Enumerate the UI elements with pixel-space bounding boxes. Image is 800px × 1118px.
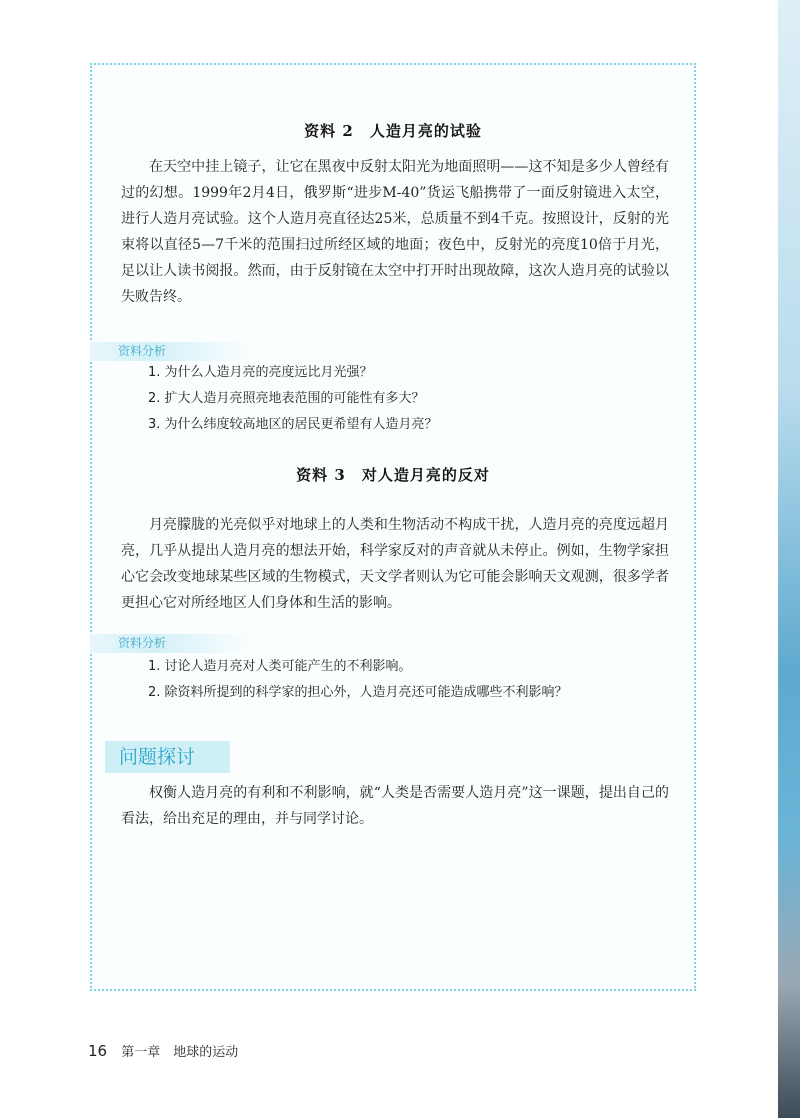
section3-question-list xyxy=(148,654,668,706)
section2-title: 资料 2 人造月亮的试验 xyxy=(304,122,482,140)
discussion-paragraph: 权衡人造月亮的有利和不利影响，就“人类是否需要人造月亮”这一课题，提出自己的看法，给出充足的理由，并与同学讨论。 xyxy=(121,785,669,827)
question-item: 2. 除资料所提到的科学家的担心外，人造月亮还可能造成哪些不利影响？ xyxy=(148,685,568,700)
page-number: 16 xyxy=(88,1042,108,1060)
question-item: 3. 为什么纬度较高地区的居民更希望有人造月亮？ xyxy=(148,417,438,432)
section2-analysis-label: 资料分析 xyxy=(90,342,250,361)
page-edge-strip xyxy=(778,0,800,1118)
question-item: 2. 扩大人造月亮照亮地表范围的可能性有多大？ xyxy=(148,391,425,406)
section2-paragraph: 在天空中挂上镜子，让它在黑夜中反射太阳光为地面照明——这不知是多少人曾经有过的幻想。1999年2月4日，俄罗斯“进步M-40”货运飞船携带了一面反射镜进入太空，进行人造月亮试验。这个人造月亮直径达25米，总质量不到4千克。按照设计，反射的光束将以直径5—7千米的范围扫过所经区域的地面；夜色中，反射光的亮度10倍于月光，足以让人读书阅报。然而，由于反射镜在太空中打开时出现故障，这次人造月亮的试验以失败告终。 xyxy=(121,159,669,305)
chapter-title: 第一章 地球的运动 xyxy=(121,1045,239,1060)
question-item: 1. 为什么人造月亮的亮度远比月光强？ xyxy=(148,365,373,380)
page-footer xyxy=(88,1041,238,1060)
question-item: 1. 讨论人造月亮对人类可能产生的不利影响。 xyxy=(148,659,412,674)
discussion-label: 问题探讨 xyxy=(105,741,230,773)
section2-question-list xyxy=(148,360,668,438)
section3-analysis-label: 资料分析 xyxy=(90,634,250,653)
section3-title: 资料 3 对人造月亮的反对 xyxy=(296,466,490,484)
section3-paragraph: 月亮朦胧的光亮似乎对地球上的人类和生物活动不构成干扰，人造月亮的亮度远超月亮，几乎从提出人造月亮的想法开始，科学家反对的声音就从未停止。例如，生物学家担心它会改变地球某些区域的生物模式，天文学者则认为它可能会影响天文观测，很多学者更担心它对所经地区人们身体和生活的影响。 xyxy=(121,517,669,611)
